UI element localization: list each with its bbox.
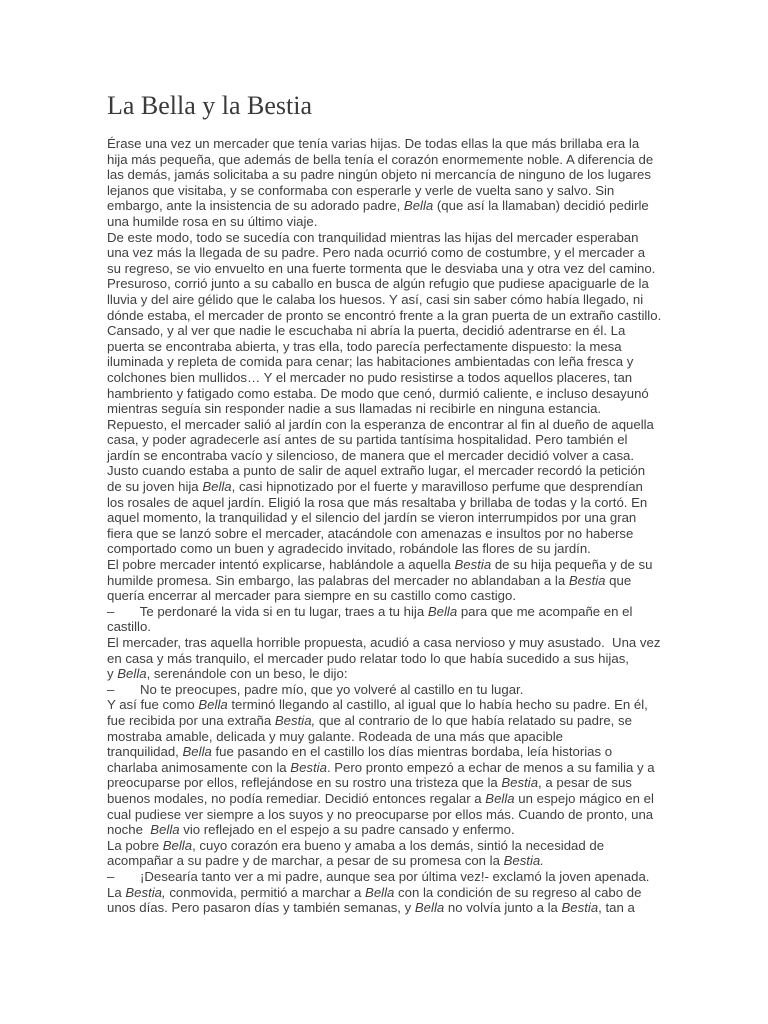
text-segment: quería encerrar al mercader para siempre en su castillo como castigo.: [107, 588, 516, 604]
text-segment: aquel momento, la tranquilidad y el silencio del jardín se vieron interrumpidos por una gran: [107, 510, 637, 526]
text-segment: las demás, jamás solicitaba a su padre ningún objeto ni mercancía de ninguno de los lugares: [107, 167, 651, 183]
text-line: [107, 588, 667, 604]
text-segment: tranquilidad,: [107, 744, 183, 760]
text-line: [107, 635, 667, 651]
text-segment: de su joven hija: [107, 479, 203, 495]
text-segment: El mercader, tras aquella horrible propuesta, acudió a casa nervioso y muy asustado. Una vez: [107, 635, 661, 650]
text-segment: humilde promesa. Sin embargo, las palabras del mercader no ablandaban a la: [107, 572, 569, 588]
text-segment: lluvia y del aire gélido que le calaba los huesos. Y así, casi sin saber cómo había llegado, ni: [107, 291, 644, 307]
text-segment: Érase una vez un mercader que tenía varias hijas. De todas ellas la que más brillaba era la: [107, 136, 640, 151]
text-line: [107, 900, 667, 916]
italic-name: Bestia: [568, 572, 606, 588]
text-segment: no volvía junto a la: [444, 900, 562, 916]
text-line: [107, 495, 667, 511]
text-segment: Presuroso, corrió junto a su caballo en busca de algún refugio que pudiese apaciguarle de la: [107, 276, 649, 292]
text-segment: , cuyo corazón era bueno y amaba a los demás, sintió la necesidad de: [192, 837, 605, 853]
text-segment: El pobre mercader intentó explicarse, hablándole a aquella: [107, 557, 455, 573]
text-segment: los rosales de aquel jardín. Eligió la rosa que más resaltaba y brillaba de todas y la cortó. En: [107, 494, 648, 510]
text-segment: su regreso, se vio envuelto en una fuerte tormenta que le desviaba una y otra vez del camino.: [107, 260, 656, 276]
text-segment: hija más pequeña, que además de bella tenía el corazón enormemente noble. A diferencia de: [107, 151, 654, 167]
italic-name: Bestia: [501, 775, 539, 791]
text-line: [107, 448, 667, 464]
text-segment: buenos modales, no podía remediar. Decidió entonces regalar a: [107, 790, 486, 806]
text-line: [107, 167, 667, 183]
text-segment: de su hija pequeña y de su: [491, 557, 653, 573]
text-segment: embargo, ante la insistencia de su adorado padre,: [107, 198, 404, 214]
text-line: [107, 885, 667, 901]
text-segment: – Te perdonaré la vida si en tu lugar, traes a tu hija: [107, 603, 428, 619]
italic-name: Bestia,: [274, 712, 316, 728]
italic-name: Bella: [150, 822, 180, 838]
text-line: [107, 276, 667, 292]
text-segment: – No te preocupes, padre mío, que yo volveré al castillo en tu lugar.: [107, 681, 524, 697]
text-line: [107, 370, 667, 386]
text-segment: . Pero pronto empezó a echar de menos a su familia y a: [326, 759, 655, 775]
italic-name: Bestia,: [125, 884, 166, 900]
text-line: [107, 510, 667, 526]
text-line: [107, 354, 667, 370]
text-segment: conmovida, permitió a marchar a: [165, 884, 366, 900]
text-segment: casa, y poder agradecerle así antes de su partida tantísima hospitalidad. Pero también el: [107, 432, 628, 448]
text-segment: vio reflejado en el espejo a su padre cansado y enfermo.: [179, 822, 515, 838]
text-segment: que: [605, 572, 632, 588]
text-segment: una vez más la llegada de su padre. Pero nada ocurrió como de costumbre, y el mercader a: [107, 245, 646, 261]
text-segment: castillo.: [107, 619, 151, 635]
text-segment: fiera que se lanzó sobre el mercader, atacándole con amenazas e insultos por no haberse: [107, 525, 634, 541]
text-line: [107, 651, 667, 667]
text-line: [107, 401, 667, 417]
text-line: [107, 261, 667, 277]
text-segment: comportado como un buen y agradecido invitado, robándole las flores de su jardín.: [107, 541, 591, 557]
text-line: [107, 339, 667, 355]
text-segment: cual pudiese ver siempre a los suyos y no preocuparse por ellos más. Cuando de pronto, una: [107, 806, 654, 822]
text-line: [107, 744, 667, 760]
italic-name: Bella: [365, 884, 395, 900]
text-segment: para que me acompañe en el: [457, 603, 633, 619]
text-segment: , serenándole con un beso, le dijo:: [146, 666, 348, 682]
text-segment: mostraba amable, delicada y muy galante. Rodeada de una más que apacible: [107, 728, 563, 744]
text-line: [107, 666, 667, 682]
text-line: [107, 760, 667, 776]
text-line: [107, 432, 667, 448]
text-line: [107, 230, 667, 246]
text-segment: unos días. Pero pasaron días y también semanas, y: [107, 900, 415, 916]
text-segment: un espejo mágico en el: [514, 790, 654, 806]
text-segment: dónde estaba, el mercader de pronto se encontró frente a la gran puerta de un extraño castillo.: [107, 307, 662, 323]
text-line: [107, 417, 667, 433]
italic-name: Bella: [485, 790, 515, 806]
text-line: [107, 463, 667, 479]
text-segment: (que así la llamaban) decidió pedirle: [433, 198, 649, 214]
text-line: [107, 323, 667, 339]
italic-name: Bella: [202, 479, 232, 495]
italic-name: Bella: [427, 603, 458, 619]
text-segment: fue pasando en el castillo los días mientras bordaba, leía historias o: [211, 744, 613, 760]
text-line: [107, 775, 667, 791]
text-segment: jardín se encontraba vacío y silencioso, de manera que el mercader decidió volver a casa.: [107, 447, 635, 463]
italic-name: Bella: [198, 697, 228, 713]
text-segment: en casa y más tranquilo, el mercader pudo relatar todo lo que había sucedido a sus hijas,: [107, 650, 629, 666]
story-text: [107, 136, 667, 916]
text-line: [107, 386, 667, 402]
text-segment: Cansado, y al ver que nadie le escuchaba ni abría la puerta, decidió adentrarse en él. La: [107, 323, 626, 339]
text-segment: noche: [107, 822, 151, 838]
text-line: [107, 183, 667, 199]
text-segment: hambriento y fatigado como estaba. De modo que cenó, durmió caliente, e incluso desayunó: [107, 385, 649, 401]
italic-name: Bella: [117, 666, 147, 682]
text-segment: preocuparse por ellos, reflejándose en su rostro una tristeza que la: [107, 775, 502, 791]
text-line: [107, 573, 667, 589]
text-line: [107, 869, 667, 885]
text-segment: De este modo, todo se sucedía con tranquilidad mientras las hijas del mercader esperaban: [107, 229, 639, 245]
text-line: [107, 198, 667, 214]
text-line: [107, 604, 667, 620]
text-line: [107, 245, 667, 261]
text-line: [107, 557, 667, 573]
italic-name: Bestia: [561, 900, 599, 916]
text-line: [107, 807, 667, 823]
text-line: [107, 729, 667, 745]
text-line: [107, 152, 667, 168]
italic-name: Bestia.: [503, 853, 544, 869]
text-segment: fue recibida por una extraña: [107, 712, 275, 728]
page-title: La Bella y la Bestia: [107, 91, 313, 120]
text-segment: y: [107, 666, 118, 682]
text-segment: colchones bien mullidos… Y el mercader no pudo resistirse a todos aquellos placeres, tan: [107, 369, 633, 385]
text-segment: con la condición de su regreso al cabo de: [394, 884, 642, 900]
text-segment: mientras seguía sin responder nadie a sus llamadas ni recibirle en ninguna estancia.: [107, 401, 602, 417]
text-segment: charlaba animosamente con la: [107, 759, 291, 775]
text-line: [107, 713, 667, 729]
text-segment: , tan a: [598, 900, 635, 916]
text-segment: – ¡Desearía tanto ver a mi padre, aunque sea por última vez!- exclamó la joven apenada.: [107, 868, 650, 884]
text-segment: acompañar a su padre y de marchar, a pesar de su promesa con la: [107, 853, 504, 869]
text-segment: , casi hipnotizado por el fuerte y maravilloso perfume que desprendían: [231, 479, 643, 495]
text-line: [107, 822, 667, 838]
text-line: [107, 619, 667, 635]
text-line: [107, 292, 667, 308]
text-line: [107, 853, 667, 869]
italic-name: Bella: [162, 837, 193, 853]
text-segment: que al contrario de lo que había relatado su padre, se: [315, 712, 632, 728]
italic-name: Bestia: [290, 759, 327, 775]
text-line: [107, 838, 667, 854]
text-segment: Repuesto, el mercader salió al jardín con la esperanza de encontrar al fin al dueño de aquella: [107, 416, 654, 432]
text-segment: Justo cuando estaba a punto de salir de aquel extraño lugar, el mercader recordó la petición: [107, 463, 646, 479]
italic-name: Bella: [414, 900, 445, 916]
italic-name: Bella: [403, 198, 434, 214]
text-line: [107, 308, 667, 324]
text-line: [107, 541, 667, 557]
italic-name: Bella: [182, 744, 212, 760]
text-segment: , a pesar de sus: [538, 775, 632, 791]
text-segment: La pobre: [107, 837, 163, 853]
text-line: [107, 526, 667, 542]
text-line: [107, 791, 667, 807]
text-line: [107, 697, 667, 713]
text-segment: lejanos que visitaba, y se conformaba con esperarle y verle de vuelta sano y salvo. Sin: [107, 182, 615, 198]
text-segment: iluminada y repleta de comida para cenar; las habitaciones ambientadas con leña fresca y: [107, 354, 634, 370]
text-line: [107, 479, 667, 495]
text-line: [107, 136, 667, 152]
text-segment: La: [107, 884, 126, 900]
text-segment: terminó llegando al castillo, al igual que lo había hecho su padre. En él,: [227, 697, 648, 713]
italic-name: Bestia: [454, 557, 492, 573]
text-segment: puerta se encontraba abierta, y tras ella, todo parecía perfectamente dispuesto: la mesa: [107, 338, 622, 354]
text-line: [107, 682, 667, 698]
text-segment: Y así fue como: [107, 697, 199, 713]
text-segment: una humilde rosa en su último viaje.: [107, 213, 318, 229]
text-line: [107, 214, 667, 230]
